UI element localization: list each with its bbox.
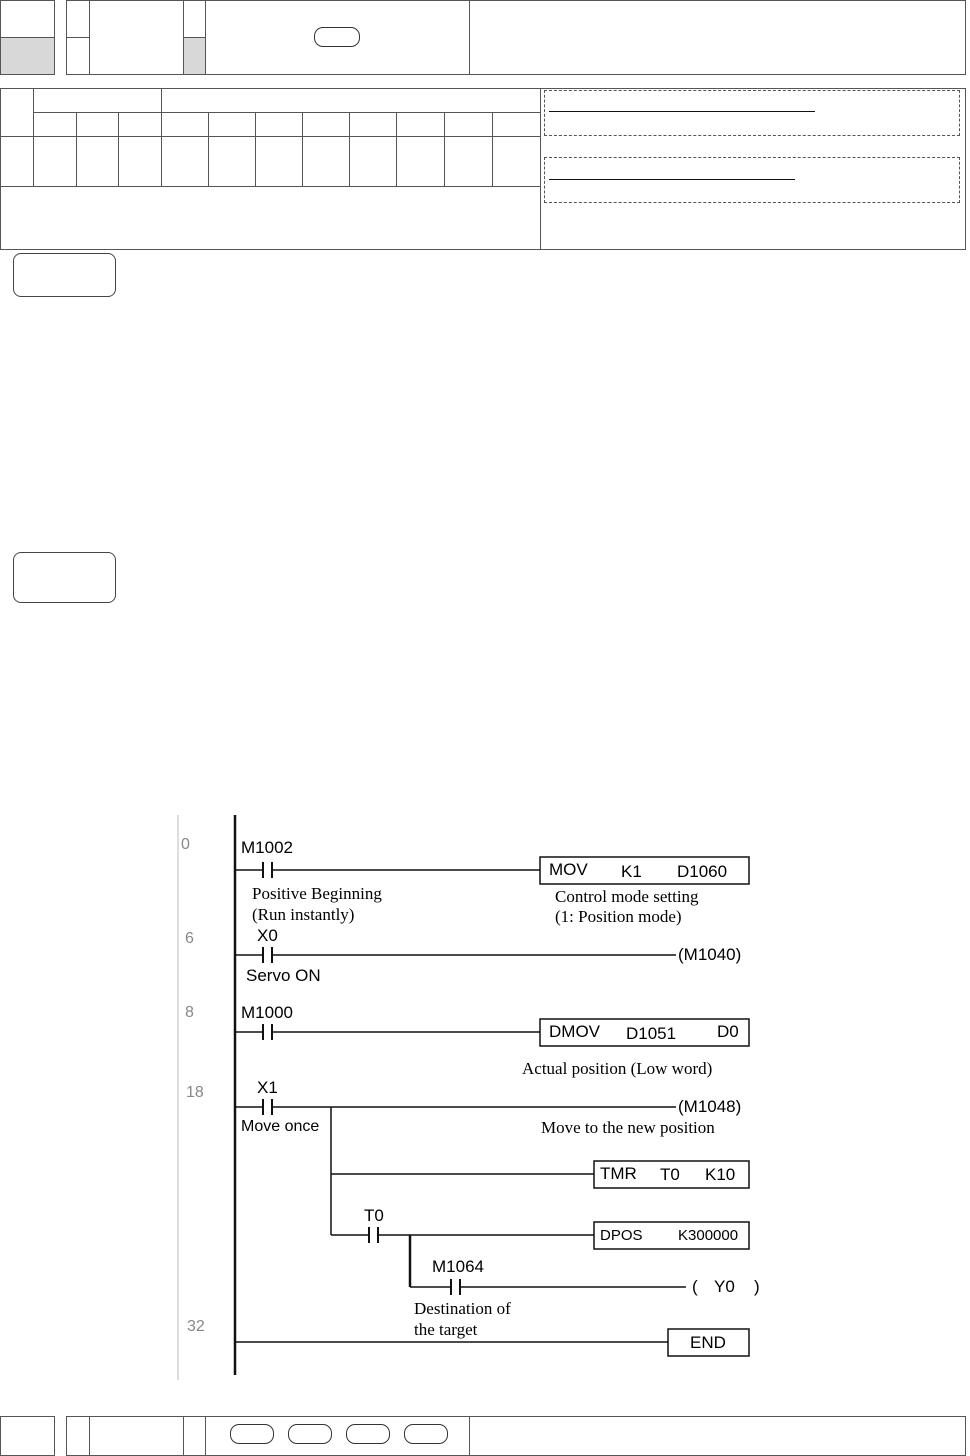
m1064-comment-line1: Destination of [414, 1299, 511, 1318]
mov-comment-line1: Control mode setting [555, 887, 699, 906]
step-number-18: 18 [186, 1084, 204, 1101]
mov-comment-line2: (1: Position mode) [555, 907, 682, 926]
m1002-comment-line1: Positive Beginning [252, 884, 382, 903]
end-instr: END [690, 1333, 726, 1352]
contact-t0-label: T0 [364, 1206, 384, 1225]
m1048-comment: Move to the new position [541, 1118, 715, 1137]
footer-operand-pill-4 [404, 1424, 448, 1444]
contact-m1064-label: M1064 [432, 1257, 484, 1276]
contact-x1-label: X1 [257, 1078, 278, 1097]
dmov-op2: D0 [717, 1022, 739, 1041]
coil-m1048: (M1048) [678, 1097, 742, 1116]
m1064-comment-line2: the target [414, 1320, 478, 1339]
step-number-8: 8 [185, 1004, 194, 1021]
step-number-6: 6 [185, 930, 194, 947]
coil-y0-open: ( [692, 1277, 698, 1296]
dmov-comment: Actual position (Low word) [522, 1059, 713, 1078]
mov-op1: K1 [621, 862, 642, 881]
tmr-op1: T0 [660, 1165, 680, 1184]
contact-x0-label: X0 [257, 926, 278, 945]
contact-m1002-label: M1002 [241, 838, 293, 857]
coil-m1040: (M1040) [678, 945, 742, 964]
mov-instr: MOV [549, 860, 588, 879]
step-number-0: 0 [181, 836, 190, 853]
coil-y0-close: ) [754, 1277, 760, 1296]
tmr-op2: K10 [705, 1165, 736, 1184]
footer-operand-pill-2 [288, 1424, 332, 1444]
step-number-32: 32 [187, 1318, 205, 1335]
footer-operand-pill-3 [346, 1424, 390, 1444]
footer-code-cell [0, 1416, 55, 1456]
x0-comment: Servo ON [246, 966, 321, 985]
m1002-comment-line2: (Run instantly) [252, 905, 355, 924]
contact-m1000-label: M1000 [241, 1003, 293, 1022]
coil-y0-label: Y0 [714, 1277, 735, 1296]
footer-description-box [469, 1416, 966, 1456]
mov-op2: D1060 [677, 862, 728, 881]
dmov-op1: D1051 [626, 1024, 677, 1043]
footer-operand-pill-1 [230, 1424, 274, 1444]
dpos-instr: DPOS [600, 1227, 643, 1244]
tmr-instr: TMR [600, 1164, 637, 1183]
dpos-op: K300000 [678, 1227, 739, 1244]
x1-comment: Move once [241, 1118, 320, 1135]
dmov-instr: DMOV [549, 1022, 600, 1041]
